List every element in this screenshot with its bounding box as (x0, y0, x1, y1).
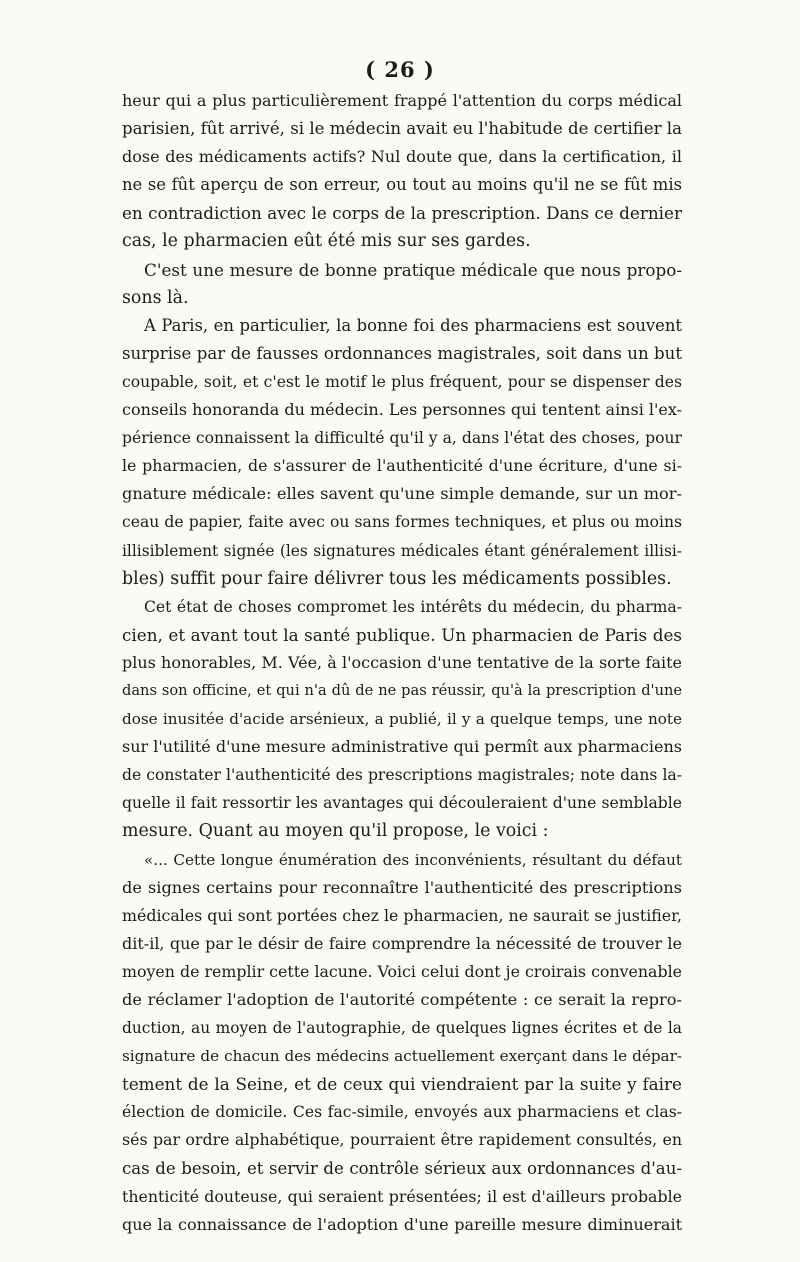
text-line: de signes certains pour reconnaître l'authenticité des prescriptions (122, 877, 682, 897)
text-line: quelle il fait ressortir les avantages qui découleraient d'une semblable (122, 794, 682, 813)
body-text (122, 87, 682, 1239)
text-line: de réclamer l'adoption de l'autorité compétente : ce serait la repro- (122, 990, 682, 1009)
text-line: surprise par de fausses ordonnances magistrales, soit dans un but (122, 343, 682, 363)
text-line: gnature médicale: elles savent qu'une simple demande, sur un mor- (122, 484, 682, 504)
text-line: thenticité douteuse, qui seraient présentées; il est d'ailleurs probable (122, 1186, 682, 1206)
text-line: ne se fût aperçu de son erreur, ou tout au moins qu'il ne se fût mis (122, 175, 682, 195)
text-line: de constater l'authenticité des prescriptions magistrales; note dans la- (122, 766, 682, 785)
text-line: plus honorables, M. Vée, à l'occasion d'une tentative de la sorte faite (122, 652, 682, 672)
text-line: signature de chacun des médecins actuellement exerçant dans le dépar- (122, 1047, 682, 1066)
text-line: «... Cette longue énumération des inconvénients, résultant du défaut (144, 850, 682, 869)
text-line: dose des médicaments actifs? Nul doute que, dans la certification, il (122, 147, 682, 167)
text-line: illisiblement signée (les signatures médicales étant généralement illisi- (122, 541, 682, 560)
text-line: en contradiction avec le corps de la prescription. Dans ce dernier (122, 203, 682, 224)
text-line: dose inusitée d'acide arsénieux, a publié, il y a quelque temps, une note (122, 710, 682, 729)
text-line: mesure. Quant au moyen qu'il propose, le voici : (122, 821, 549, 842)
text-line: le pharmacien, de s'assurer de l'authenticité d'une écriture, d'une si- (122, 456, 682, 476)
text-line: conseils honoranda du médecin. Les personnes qui tentent ainsi l'ex- (122, 400, 683, 420)
text-line: sés par ordre alphabétique, pourraient être rapidement consultés, en (122, 1130, 682, 1150)
text-line: élection de domicile. Ces fac-simile, envoyés aux pharmaciens et clas- (122, 1103, 682, 1122)
text-line: moyen de remplir cette lacune. Voici celui dont je croirais convenable (122, 961, 682, 981)
text-line: cas, le pharmacien eût été mis sur ses gardes. (122, 231, 531, 252)
page-number: ( 26 ) (365, 57, 435, 82)
text-line: médicales qui sont portées chez le pharmacien, ne saurait se justifier, (122, 905, 682, 925)
text-line: duction, au moyen de l'autographie, de quelques lignes écrites et de la (122, 1019, 682, 1038)
text-line: périence connaissent la difficulté qu'il y a, dans l'état des choses, pour (122, 429, 682, 448)
text-line: que la connaissance de l'adoption d'une pareille mesure diminuerait (122, 1214, 682, 1234)
text-line: C'est une mesure de bonne pratique médicale que nous propo- (144, 259, 682, 280)
text-line: sons là. (122, 287, 189, 308)
text-line: dit-il, que par le désir de faire comprendre la nécessité de trouver le (122, 933, 682, 953)
text-line: A Paris, en particulier, la bonne foi des pharmaciens est souvent (144, 315, 682, 335)
text-line: tement de la Seine, et de ceux qui viendraient par la suite y faire (122, 1074, 682, 1095)
text-line: bles) suffit pour faire délivrer tous les médicaments possibles. (122, 568, 672, 589)
text-line: cien, et avant tout la santé publique. Un pharmacien de Paris des (122, 624, 682, 645)
text-line: Cet état de choses compromet les intérêts du médecin, du pharma- (144, 597, 682, 616)
text-line: dans son officine, et qui n'a dû de ne pas réussir, qu'à la prescription d'une (122, 681, 682, 699)
text-line: coupable, soit, et c'est le motif le plus fréquent, pour se dispenser des (122, 372, 682, 391)
text-line: cas de besoin, et servir de contrôle sérieux aux ordonnances d'au- (122, 1158, 682, 1178)
text-line: heur qui a plus particulièrement frappé l'attention du corps médical (122, 91, 682, 110)
text-line: sur l'utilité d'une mesure administrative qui permît aux pharmaciens (122, 737, 682, 757)
text-line: parisien, fût arrivé, si le médecin avait eu l'habitude de certifier la (122, 119, 682, 139)
text-line: ceau de papier, faite avec ou sans formes techniques, et plus ou moins (122, 513, 682, 532)
